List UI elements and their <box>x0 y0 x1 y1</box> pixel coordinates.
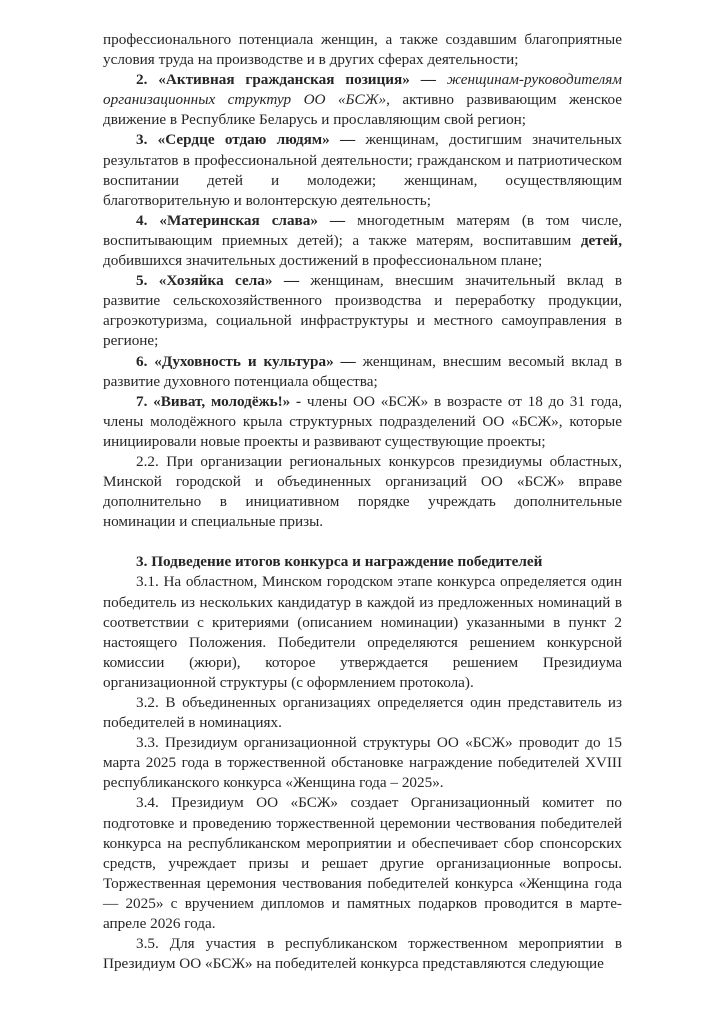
section-heading <box>103 552 622 572</box>
bold-text-run: 4. «Материнская слава» — <box>136 211 358 229</box>
text-run: добившихся значительных достижений в профессиональном плане; <box>103 252 543 270</box>
text-run: 3.5. Для участия в республиканском торжественном мероприятии в Президиум ОО «БСЖ» на победителей конкурса представляются следующие <box>103 935 622 973</box>
text-run: многодетным матерям (в том числе, воспитывающим приемных детей); а также матерям, воспитавшим <box>103 211 622 249</box>
paragraph <box>103 70 622 130</box>
italic-text-run: женщинам-руководителям организационных структур ОО «БСЖ» <box>103 71 622 109</box>
text-run: , активно развивающим женское движение в Республике Беларусь и прославляющим свой регион; <box>103 91 623 129</box>
text-run: женщинам, внесшим весомый вклад в развитие духовного потенциала общества; <box>103 352 623 390</box>
paragraph <box>103 130 622 210</box>
paragraph <box>103 793 622 934</box>
paragraph <box>103 693 622 733</box>
paragraph <box>103 211 622 271</box>
text-run: 3.4. Президиум ОО «БСЖ» создает Организационный комитет по подготовке и проведению торжественной церемонии чествования победителей конкурса на республиканском мероприятии и обеспечивает сбор спонсорских средств, учреждает призы и решает другие организационные вопросы. Торжественная церемония чествования победителей конкурса «Женщина года — 2025» с вручением дипломов и памятных подарков проводится в марте-апреле 2026 года. <box>103 794 622 933</box>
paragraph <box>103 30 622 70</box>
text-run: женщинам, внесшим значительный вклад в развитие сельскохозяйственного производства и переработку продукции, агроэкотуризма, социальной инфраструктуры и местного самоуправления в регионе; <box>103 272 622 350</box>
bold-text-run: 3. «Сердце отдаю людям» — <box>136 131 366 149</box>
document-body <box>103 30 622 974</box>
bold-text-run: 6. «Духовность и культура» — <box>136 352 363 370</box>
paragraph <box>103 733 622 793</box>
paragraph <box>103 572 622 693</box>
bold-text-run: детей, <box>580 231 622 249</box>
paragraph <box>103 452 622 532</box>
text-run: профессионального потенциала женщин, а также создавшим благоприятные условия труда на производстве и в других сферах деятельности; <box>103 31 622 69</box>
text-run: члены ОО «БСЖ» в возрасте от 18 до 31 года, члены молодёжного крыла структурных подразделений ОО «БСЖ», которые инициировали новые проекты и развивают существующие проекты; <box>103 392 622 450</box>
paragraph <box>103 352 622 392</box>
paragraph <box>103 934 622 974</box>
bold-text-run: 5. «Хозяйка села» — <box>136 272 311 290</box>
text-run: 3.1. На областном, Минском городском этапе конкурса определяется один победитель из нескольких кандидатур в каждой из предложенных номинаций в соответствии с критериями (описанием номинации) указанными в пункт 2 настоящего Положения. Победители определяются решением конкурсной комиссии (жюри), которое утверждается решением Президиума организационной структуры (с оформлением протокола). <box>103 573 622 691</box>
text-run: женщинам, достигшим значительных результатов в профессиональной деятельности; гражданском и патриотическом воспитании детей и молодежи; женщинам, осуществляющим благотворительную и волонтерскую деятельность; <box>103 131 622 209</box>
bold-text-run: 2. «Активная гражданская позиция» — <box>136 71 447 89</box>
bold-text-run: 7. «Виват, молодёжь!» - <box>136 392 307 410</box>
text-run: 3.2. В объединенных организациях определяется один представитель из победителей в номинациях. <box>103 694 622 732</box>
text-run: 3.3. Президиум организационной структуры ОО «БСЖ» проводит до 15 марта 2025 года в торжественной обстановке награждение победителей XVIII республиканского конкурса «Женщина года – 2025». <box>103 734 622 792</box>
text-run: 2.2. При организации региональных конкурсов президиумы областных, Минской городской и объединенных организаций ОО «БСЖ» вправе дополнительно в инициативном порядке учреждать дополнительные номинации и специальные призы. <box>103 452 622 531</box>
paragraph <box>103 271 622 351</box>
text-run: 3. Подведение итогов конкурса и награждение победителей <box>136 553 543 571</box>
paragraph <box>103 392 622 452</box>
